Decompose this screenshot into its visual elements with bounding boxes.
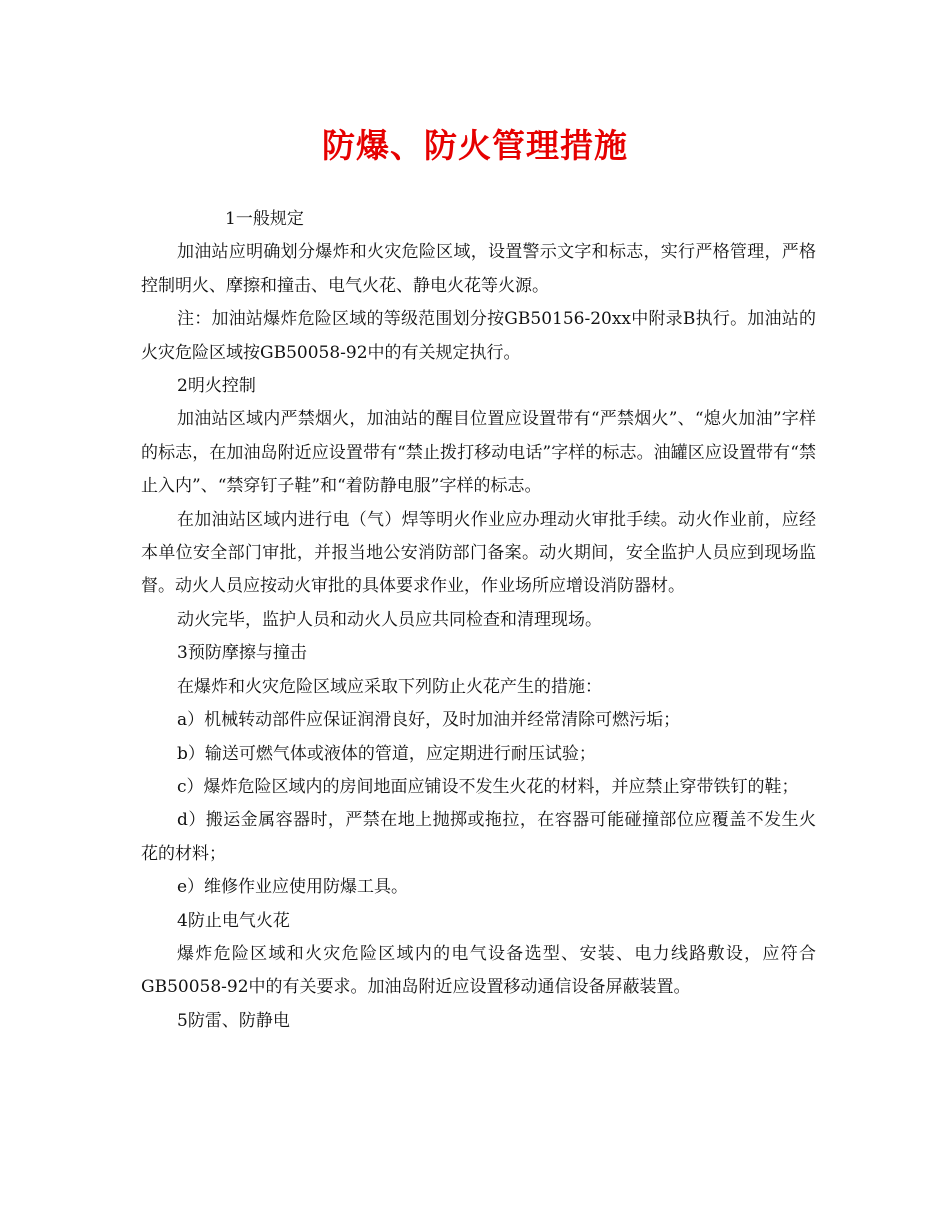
list-item: a）机械转动部件应保证润滑良好，及时加油并经常清除可燃污垢； [177,710,681,731]
section-heading: 2明火控制 [177,376,256,397]
list-item: e）维修作业应使用防爆工具。 [177,877,409,898]
list-item: d）搬运金属容器时，严禁在地上抛掷或拖拉，在容器可能碰撞部位应覆盖不发生火花的材料； [141,810,816,864]
paragraph: 加油站区域内严禁烟火，加油站的醒目位置应设置带有“严禁烟火”、“熄火加油”字样的标志，在加油岛附近应设置带有“禁止拨打移动电话”字样的标志。油罐区应设置带有“禁止入内”、“禁穿钉子鞋”和“着防静电服”字样的标志。 [141,409,816,497]
paragraph: 在加油站区域内进行电（气）焊等明火作业应办理动火审批手续。动火作业前，应经本单位安全部门审批，并报当地公安消防部门备案。动火期间，安全监护人员应到现场监督。动火人员应按动火审批的具体要求作业，作业场所应增设消防器材。 [141,509,816,597]
section-heading: 1一般规定 [225,209,304,229]
paragraph: 爆炸危险区域和火灾危险区域内的电气设备选型、安装、电力线路敷设，应符合GB50058-92中的有关要求。加油岛附近应设置移动通信设备屏蔽装置。 [141,943,816,998]
paragraph: 动火完毕，监护人员和动火人员应共同检查和清理现场。 [177,609,602,630]
document-body [141,203,816,1038]
list-item: b）输送可燃气体或液体的管道，应定期进行耐压试验； [177,743,596,764]
list-item: c）爆炸危险区域内的房间地面应铺设不发生火花的材料，并应禁止穿带铁钉的鞋； [177,776,799,797]
section-heading: 3预防摩擦与撞击 [177,643,307,664]
note-paragraph: 注：加油站爆炸危险区域的等级范围划分按GB50156-20xx中附录B执行。加油站的火灾危险区域按GB50058-92中的有关规定执行。 [141,309,816,363]
document-title: 防爆、防火管理措施 [322,126,628,165]
paragraph: 在爆炸和火灾危险区域应采取下列防止火花产生的措施： [177,676,602,697]
section-heading: 4防止电气火花 [177,910,290,931]
section-heading: 5防雷、防静电 [177,1010,290,1031]
paragraph: 加油站应明确划分爆炸和火灾危险区域，设置警示文字和标志，实行严格管理，严格控制明火、摩擦和撞击、电气火花、静电火花等火源。 [141,242,816,296]
